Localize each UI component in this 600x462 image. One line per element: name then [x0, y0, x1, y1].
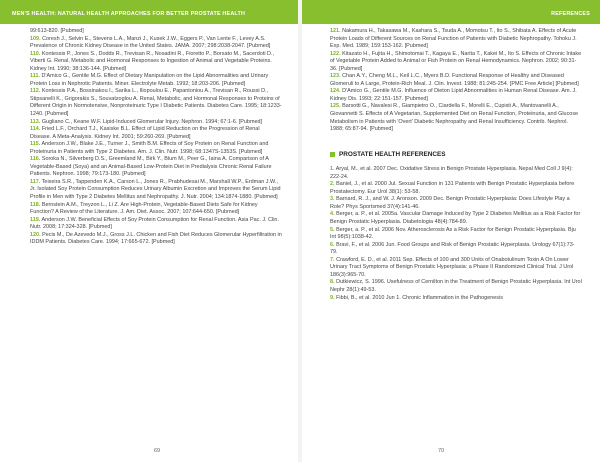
page-number-left: 69	[154, 448, 161, 454]
reference-text: Bernstein A.M., Treyzon L., Li Z. Are High-Protein, Vegetable-Based Diets Safe for Kidney Function? A Review of the Literature. J. Am. Diet. Assoc. 2007; 107:644-650. [Pubmed]	[30, 201, 258, 216]
reference-item	[330, 28, 582, 51]
reference-item	[30, 51, 282, 74]
reference-number: 2.	[330, 181, 335, 188]
reference-item	[330, 73, 582, 88]
reference-item	[30, 88, 282, 118]
reference-text: Coresh J., Selvin E., Stevens L.A., Manzi J., Kusek J.W., Eggers P., Van Lente F., Levey A.S. Prevalence of Chronic Kidney Disease in the United States. JAMA. 2007; 298:2038-2047. [Pubmed]	[30, 35, 271, 50]
reference-text: Anderson J.W., Blake J.E., Turner J., Smith B.M. Effects of Soy Protein on Renal Function and Proteinuria in Patients with Type 2 Diabetes. Am. J. Clin. Nutr. 1998; 68:1347S-1353S. [Pubmed]	[30, 141, 269, 155]
reference-item	[30, 141, 282, 156]
reference-text: Dutkiewicz, S. 1996. Usefulness of Cernilton in the Treatment of Benign Prostatic Hyperplasia. Int Urol Nephr 28(1):49-53.	[330, 279, 582, 293]
reference-item	[30, 232, 282, 247]
reference-number: 109.	[30, 35, 41, 42]
reference-text: Anderson J.W. Beneficial Effects of Soy Protein Consumption for Renal Function. Asia Pac. J. Clin. Nutr. 2008; 17:324-328. [Pubmed]	[30, 216, 279, 231]
reference-list-continued	[330, 28, 582, 134]
green-square-icon	[330, 152, 335, 157]
reference-number: 119.	[30, 216, 41, 223]
reference-number: 120.	[30, 231, 41, 238]
reference-text: Fried L.F., Orchard T.J., Kasiske B.L. Effect of Lipid Reduction on the Progression of Renal Disease. A Meta-Analysis. Kidney Int. 2001; 59:260-269. [Pubmed]	[30, 126, 260, 140]
reference-item	[330, 227, 582, 242]
section-heading	[330, 151, 582, 159]
reference-number: 124.	[330, 88, 341, 95]
reference-number: 123.	[330, 73, 341, 80]
reference-item	[330, 279, 582, 294]
reference-number: 5.	[330, 226, 335, 233]
page-number-right: 70	[438, 448, 445, 454]
reference-text: Pecis M., De Azevedo M.J., Gross J.L. Chicken and Fish Diet Reduces Glomerular Hyperfiltration in IDDM Patients. Diabetes Care. 1994; 17:665-672. [Pubmed]	[30, 231, 282, 246]
reference-number: 121.	[330, 28, 341, 34]
reference-text: Soroka N., Silverberg D.S., Greemland M., Birk Y., Blum M., Peer G., Iaina A. Comparison of A Vegetable-Based (Soya) and an Animal-Based Low-Protein Diet in Predialysis Chronic Renal Failure Patients. Nephron. 1998; 79:173-180. [Pubmed]	[30, 156, 272, 178]
reference-item	[330, 51, 582, 74]
reference-item	[30, 179, 282, 202]
reference-text: Crawford, E. D., et al. 2011 Sep. Effects of 100 and 300 Units of Onabotulinum Toxin A On Lower Urinary Tract Symptoms of Benign Prostatic Hyperplasia: a Phase II Randomized Clinical Trial. J Urol 186(3):965-70.	[330, 256, 574, 278]
reference-number: 111.	[30, 73, 40, 80]
reference-text: Fibbi, B., et al. 2010 Jun 1. Chronic Inflammation in the Pathogenesis	[336, 294, 503, 301]
reference-text: Kitazato H., Fujita H., Shimotomai T., Kagaya E., Narita T., Kakei M., Ito S. Effects of Chronic Intake of Vegetable Protein Added to Animal or Fish Protein on Renal Hemodynamics. Nephron. 2002; 90:31-36. [Pubmed]	[330, 50, 582, 72]
reference-number: 7.	[330, 256, 335, 263]
reference-text: Barsotti G., Navalesi R., Giampietro O., Ciardella F., Morelli E., Cupisti A., Mantovanelli A., Giovannetti S. Effects of A Vegetarian, Supplemented Diet on Renal Function, Proteinuria, and Glucose Metabolism in Patients with 'Overt' Diabetic Nephropathy and Renal Insufficiency. Contrib. Nephrol. 1988; 65:87-94. [Pubmed]	[330, 103, 579, 133]
reference-text: Barnard, R. J., and W. J. Aronson. 2009 Dec. Benign Prostatic Hyperplasia: Does Lifestyle Play a Role? Phys Sportsmed 37(4):141-46.	[330, 196, 570, 210]
reference-text: Kontessis P.A., Bossinakou I., Sarika L., Iliopoulou E., Papantoniou A., Trevisan R., Roussi D., Stipsanelli K., Grigorakis S., Souvatzoglou A. Renal, Metabolic, and Hormonal Responses to Proteins of Different Origin in Normotensive, Nonproteinuric Type I Diabetic Patients. Diabetes Care. 1995; 18:1233-1240. [Pubmed]	[30, 88, 282, 118]
reference-item	[330, 196, 582, 211]
reference-text: Aryal, M., et al. 2007 Dec. Oxidative Stress in Benign Prostate Hyperplasia. Nepal Med Coll J 9(4): 222-24.	[330, 166, 573, 180]
reference-item	[30, 217, 282, 232]
reference-item	[330, 242, 582, 257]
reference-number: 116.	[30, 156, 41, 163]
reference-number: 3.	[330, 196, 335, 203]
reference-number: 8.	[330, 279, 335, 286]
reference-text: 99:613-820. [Pubmed]	[30, 28, 84, 34]
page-gutter	[298, 0, 302, 462]
left-reference-column	[30, 28, 282, 247]
reference-number: 118.	[30, 201, 41, 208]
reference-number: 115.	[30, 141, 41, 148]
reference-number: 113.	[30, 118, 41, 125]
reference-text: Gugliano C., Keane W.F. Lipid-Induced Glomerular Injury. Nephron. 1994; 67:1-6. [Pubmed]	[41, 118, 263, 125]
reference-item	[330, 211, 582, 226]
reference-text: Nakamura H., Takasawa M., Kashara S., Tsuda A., Momotsu T., Ito S., Shibata A. Effects of Acute Protein Loads of Different Sources on Renal Function of Patients with Diabetic Nephropathy. Tohoku J. Exp. Med. 1989; 159:153-162. [Pubmed]	[330, 28, 577, 50]
reference-item	[30, 119, 282, 127]
reference-text: Berger, a. P., et al. 2006 Nov. Atherosclerosis As a Risk Factor for Benign Prostatic Hyperplasia. Bju Int 98(5):1038-42.	[330, 226, 576, 241]
reference-number: 4.	[330, 211, 335, 218]
reference-item	[30, 202, 282, 217]
running-title: MEN'S HEALTH: NATURAL HEALTH APPROACHES FOR BETTER PROSTATE HEALTH	[12, 11, 246, 17]
reference-item	[330, 103, 582, 133]
reference-number: 122.	[330, 50, 341, 57]
reference-text: Baniel, J., et al. 2000 Jul. Sexual Function in 131 Patients with Benign Prostatic Hyperplasia before Prostatectomy. Eur Urol 38(1): 53-58.	[330, 181, 575, 195]
right-reference-column	[330, 28, 582, 302]
header-band-left	[0, 0, 300, 24]
reference-item	[330, 88, 582, 103]
reference-item	[30, 73, 282, 88]
reference-number: 125.	[330, 103, 341, 110]
reference-number: 114.	[30, 126, 41, 133]
reference-item	[330, 166, 582, 181]
reference-item	[30, 126, 282, 141]
reference-item	[330, 181, 582, 196]
reference-number: 112.	[30, 88, 41, 95]
reference-text: D'Amico G., Gentile M.G. Effect of Dietary Manipulation on the Lipid Abnormalities and Urinary Protein Loss in Nephrotic Patients. Miner. Electrolyte Metab. 1992; 18:203-206. [Pubmed]	[30, 73, 269, 87]
reference-text: Teixeira S.R., Tappenden K.A., Carson L., Jones R., Prabhudesai M., Marshall W.P., Erdman J.W., Jr. Isolated Soy Protein Consumption Reduces Urinary Albumin Excretion and Improves the Serum Lipid Profile in Men with Type 2 Diabetes Mellitus and Nephropathy. J. Nutr. 2004; 134:1874-1880. [Pubmed]	[30, 178, 281, 201]
reference-number: 110.	[30, 50, 41, 57]
reference-text: Berger, a. P., et al. 2005a. Vascular Damage Induced by Type 2 Diabetes Mellitus as a Risk Factor for Benign Prostatic Hyperplasia. Diabetologia 48(4):784-89.	[330, 211, 581, 226]
reference-text: Chan A.Y., Cheng M.L., Keil L.C., Myers B.D. Functional Response of Healthy and Diseased Glomeruli to A Large, Protein-Rich Meal. J. Clin. Invest. 1988; 81:245-254. [PMC Free Article] [Pubmed]	[330, 73, 579, 87]
reference-item	[30, 156, 282, 179]
reference-number: 117.	[30, 178, 41, 185]
reference-number: 9.	[330, 294, 335, 301]
prostate-reference-list	[330, 166, 582, 302]
reference-item	[330, 295, 582, 303]
reference-number: 6.	[330, 241, 335, 248]
reference-text: Kontessis P., Jones S., Dodds R., Trevisan R., Nosadini R., Fioretto P., Borsato M., Sacerdoti D., Viberti G. Renal, Metabolic and Hormonal Responses to Ingestion of Animal and Vegetable Proteins. Kidney Int. 1990; 38:136-144. [Pubmed]	[30, 50, 275, 72]
reference-text: D'Amico G., Gentile M.G. Influence of Dieton Lipid Abnormalities in Human Renal Disease. Am. J. Kidney Dis. 1993; 22:151-157. [Pubmed]	[330, 88, 577, 102]
reference-item	[30, 28, 282, 36]
reference-item	[30, 36, 282, 51]
reference-item	[330, 257, 582, 280]
reference-number: 1.	[330, 166, 335, 173]
header-band-right	[300, 0, 600, 24]
reference-text: Bravi, F., et al. 2006 Jun. Food Groups and Risk of Benign Prostatic Hyperplasia. Urology 67(1):73-79.	[330, 241, 575, 256]
section-running-title: REFERENCES	[551, 11, 590, 17]
section-heading-text: PROSTATE HEALTH REFERENCES	[339, 150, 446, 158]
